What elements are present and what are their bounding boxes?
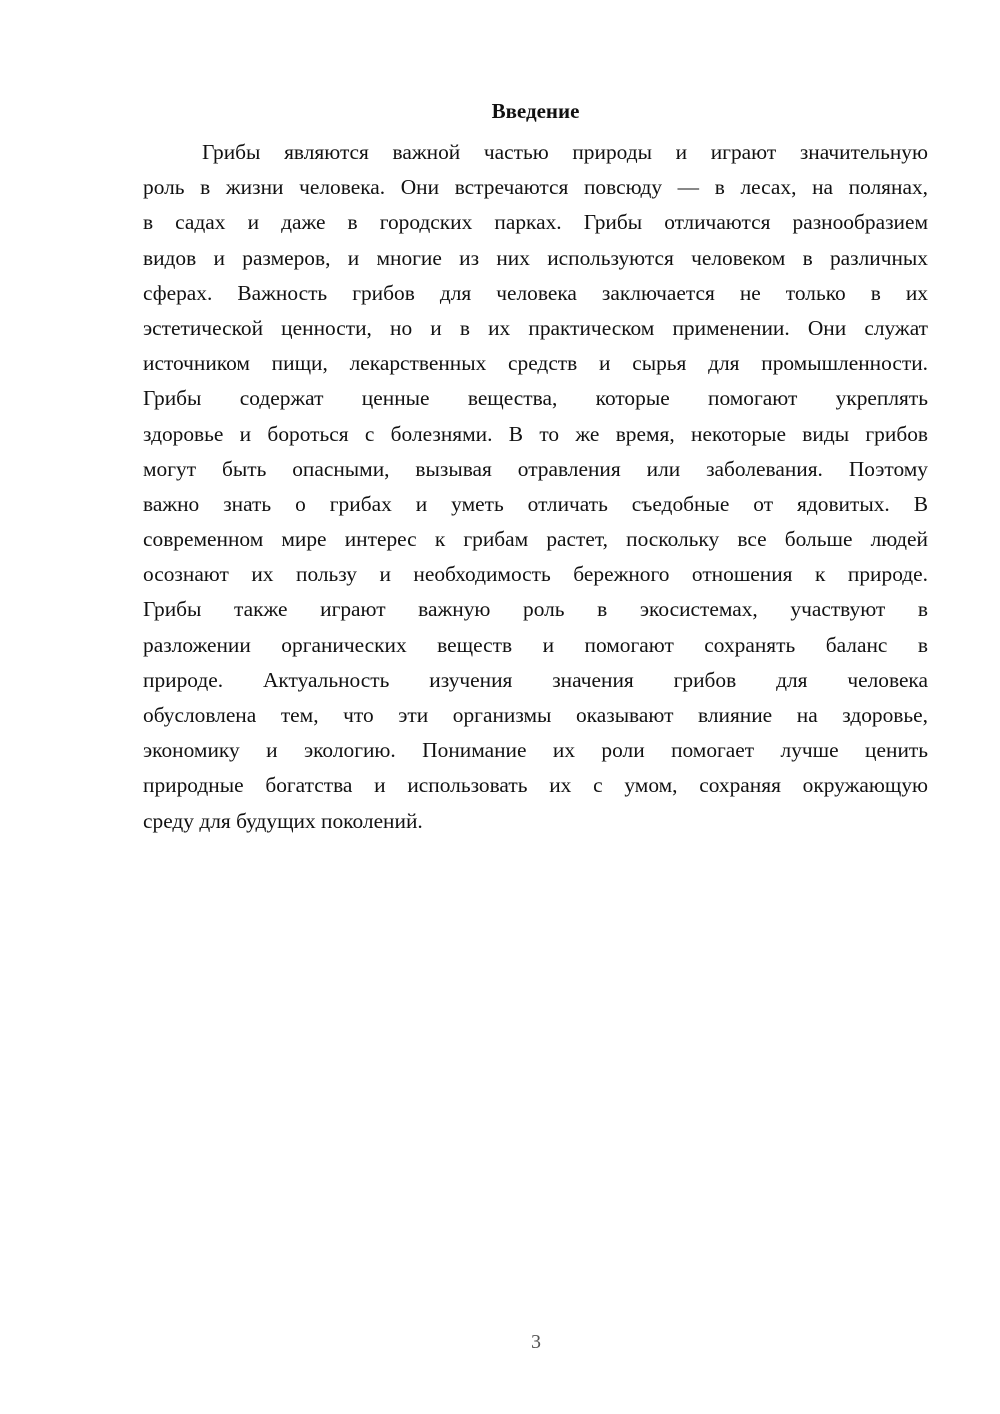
paragraph-line: экономику и экологию. Понимание их роли помогает лучше ценить (143, 738, 928, 763)
page-number: 3 (531, 1331, 541, 1353)
paragraph-line: Грибы являются важной частью природы и играют значительную (202, 140, 928, 164)
page-content (143, 96, 928, 839)
paragraph-line: в садах и даже в городских парках. Грибы отличаются разнообразием (143, 210, 928, 235)
paragraph-line: природе. Актуальность изучения значения грибов для человека (143, 667, 928, 692)
paragraph-line: современном мире интерес к грибам растет, поскольку все больше людей (143, 527, 928, 552)
paragraph-line: среду для будущих поколений. (143, 808, 423, 833)
paragraph-line: источником пищи, лекарственных средств и сырья для промышленности. (143, 351, 928, 376)
paragraph-line: могут быть опасными, вызывая отравления или заболевания. Поэтому (143, 456, 928, 481)
paragraph-line: Грибы содержат ценные вещества, которые помогают укреплять (143, 386, 928, 411)
paragraph-line: сферах. Важность грибов для человека заключается не только в их (143, 280, 928, 305)
section-heading: Введение (491, 99, 580, 123)
paragraph-line: разложении органических веществ и помогают сохранять баланс в (143, 632, 928, 657)
paragraph-line: обусловлена тем, что эти организмы оказывают влияние на здоровье, (143, 703, 928, 727)
paragraph-line: осознают их пользу и необходимость бережного отношения к природе. (143, 562, 928, 587)
paragraph-line: важно знать о грибах и уметь отличать съедобные от ядовитых. В (143, 491, 928, 516)
paragraph-line: природные богатства и использовать их с умом, сохраняя окружающую (143, 773, 928, 798)
paragraph-line: Грибы также играют важную роль в экосистемах, участвуют в (143, 597, 928, 622)
body-paragraph (143, 135, 928, 839)
paragraph-line: роль в жизни человека. Они встречаются повсюду — в лесах, на полянах, (143, 175, 928, 200)
paragraph-line: эстетической ценности, но и в их практическом применении. Они служат (143, 315, 928, 340)
paragraph-line: видов и размеров, и многие из них используются человеком в различных (143, 245, 928, 270)
paragraph-line: здоровье и бороться с болезнями. В то же время, некоторые виды грибов (143, 421, 928, 446)
